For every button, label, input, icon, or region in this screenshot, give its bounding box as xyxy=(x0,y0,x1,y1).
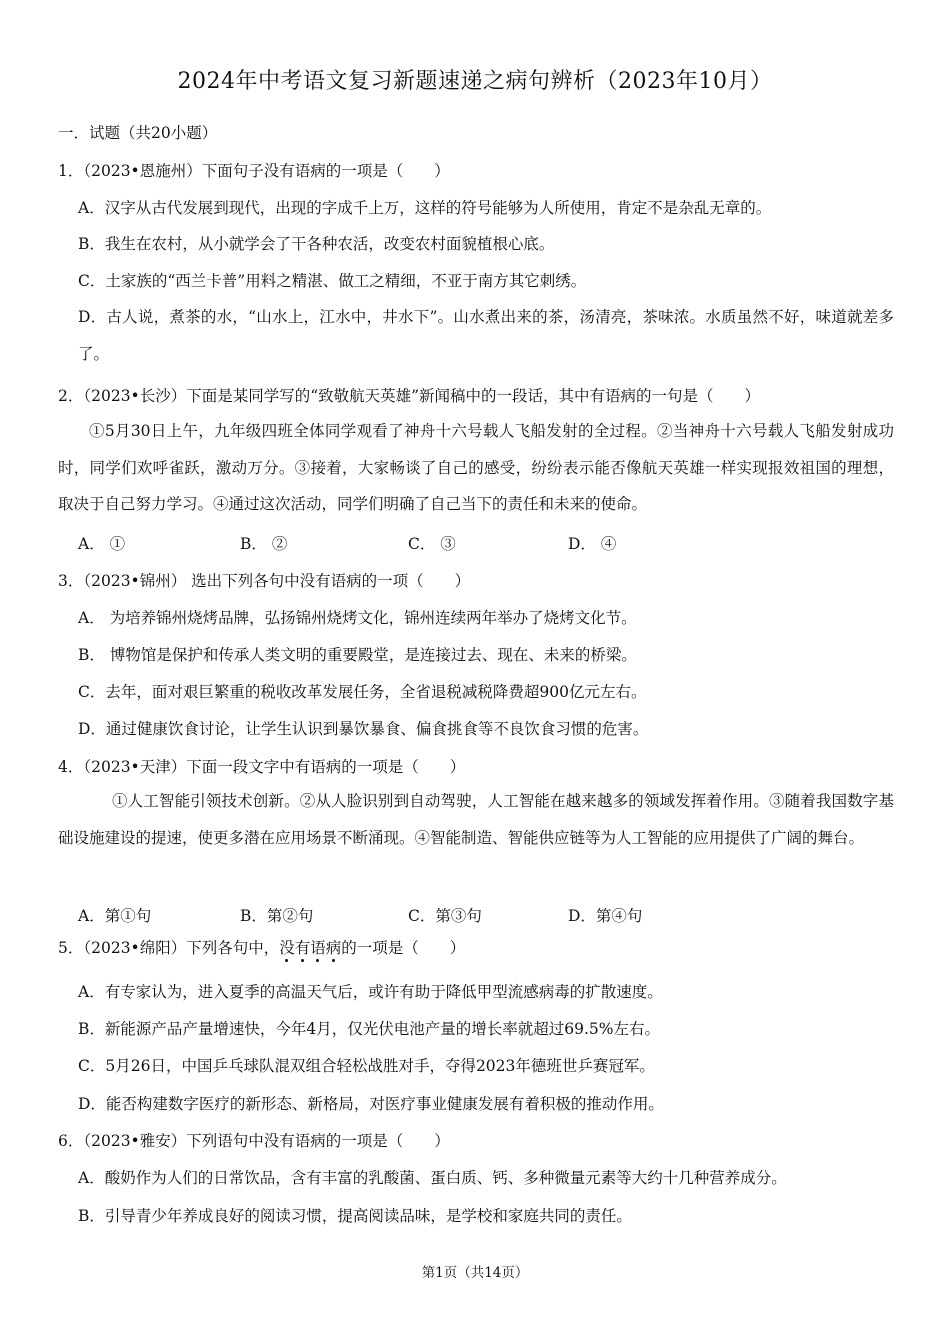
question-4-option-c: C．第③句 xyxy=(408,907,482,925)
question-6-stem: 6．（2023•雅安）下列语句中没有语病的一项是（ ） xyxy=(58,1132,450,1150)
question-2-option-b: B． ② xyxy=(240,535,288,553)
question-6-option-a: A．酸奶作为人们的日常饮品，含有丰富的乳酸菌、蛋白质、钙、多种微量元素等大约十几种营养成分。 xyxy=(78,1169,787,1187)
question-2-options xyxy=(78,533,616,555)
question-5-stem xyxy=(58,937,465,959)
question-3-option-b: B． 博物馆是保护和传承人类文明的重要殿堂，是连接过去、现在、未来的桥梁。 xyxy=(78,646,637,664)
emphasis-char: 语 xyxy=(310,939,326,957)
question-2-option-a: A． ① xyxy=(78,535,126,553)
question-5-stem-emphasis xyxy=(279,939,341,957)
question-4-option-b: B．第②句 xyxy=(240,907,314,925)
question-4-passage: ①人工智能引领技术创新。②从人脸识别到自动驾驶，人工智能在越来越多的领域发挥着作用。③随着我国数字基础设施建设的提速，使更多潜在应用场景不断涌现。④智能制造、智能供应链等为人工智能的应用提供了广阔的舞台。 xyxy=(58,792,894,847)
question-5-stem-prefix: 5．（2023•绵阳）下列各句中， xyxy=(58,939,280,957)
emphasis-char: 有 xyxy=(294,939,311,957)
question-4-option-a: A．第①句 xyxy=(78,907,152,925)
question-2-passage: ①5月30日上午，九年级四班全体同学观看了神舟十六号载人飞船发射的全过程。②当神舟十六号载人飞船发射成功时，同学们欢呼雀跃，激动万分。③接着，大家畅谈了自己的感受，纷纷表示能否像航天英雄一样实现报效祖国的理想，取决于自己努力学习。④通过这次活动，同学们明确了自己当下的责任和未来的使命。 xyxy=(58,422,894,513)
emphasis-char: 没 xyxy=(279,939,295,957)
question-5-stem-suffix: 的一项是（ ） xyxy=(341,939,466,957)
question-6-option-b: B．引导青少年养成良好的阅读习惯，提高阅读品味，是学校和家庭共同的责任。 xyxy=(78,1207,632,1225)
question-4-options xyxy=(78,905,642,927)
question-4-option-d: D．第④句 xyxy=(568,907,643,925)
question-1-option-b: B．我生在农村，从小就学会了干各种农活，改变农村面貌植根心底。 xyxy=(78,235,555,253)
question-5-option-b: B．新能源产品产量增速快，今年4月，仅光伏电池产量的增长率就超过69.5%左右。 xyxy=(78,1020,660,1038)
question-3-option-c: C．去年，面对艰巨繁重的税收改革发展任务，全省退税减税降费超900亿元左右。 xyxy=(78,683,647,701)
question-1-option-a: A．汉字从古代发展到现代，出现的字成千上万，这样的符号能够为人所使用，肯定不是杂乱无章的。 xyxy=(78,199,772,217)
question-2-stem: 2．（2023•长沙）下面是某同学写的“致敬航天英雄”新闻稿中的一段话，其中有语病的一句是（ ） xyxy=(58,387,761,405)
question-3-option-a: A． 为培养锦州烧烤品牌，弘扬锦州烧烤文化，锦州连续两年举办了烧烤文化节。 xyxy=(78,609,637,627)
question-5-option-d: D．能否构建数字医疗的新形态、新格局，对医疗事业健康发展有着积极的推动作用。 xyxy=(78,1095,664,1113)
page-title: 2024年中考语文复习新题速递之病句辨析（2023年10月） xyxy=(177,69,773,94)
question-1-option-d xyxy=(58,299,894,372)
question-1-stem: 1．（2023•恩施州）下面句子没有语病的一项是（ ） xyxy=(58,162,450,180)
question-5-option-a: A．有专家认为，进入夏季的高温天气后，或许有助于降低甲型流感病毒的扩散速度。 xyxy=(78,983,663,1001)
question-2-option-c: C． ③ xyxy=(408,535,456,553)
question-4-stem: 4．（2023•天津）下面一段文字中有语病的一项是（ ） xyxy=(58,758,466,776)
question-1-option-c: C．土家族的“西兰卡普”用料之精湛、做工之精细，不亚于南方其它刺绣。 xyxy=(78,272,587,290)
question-3-stem: 3．（2023•锦州） 选出下列各句中没有语病的一项（ ） xyxy=(58,572,471,590)
section-heading: 一．试题（共20小题） xyxy=(58,124,218,142)
question-5-option-c: C．5月26日，中国乒乓球队混双组合轻松战胜对手，夺得2023年德班世乒赛冠军。 xyxy=(78,1057,655,1075)
question-1-option-d-text: D．古人说，煮茶的水，“山水上，江水中，井水下”。山水煮出来的茶，汤清亮，茶味浓。水质虽然不好，味道就差多了。 xyxy=(78,308,894,363)
question-2-option-d: D． ④ xyxy=(568,535,617,553)
question-3-option-d: D．通过健康饮食讨论，让学生认识到暴饮暴食、偏食挑食等不良饮食习惯的危害。 xyxy=(78,720,649,738)
emphasis-char: 病 xyxy=(325,939,342,957)
page-footer: 第1页（共14页） xyxy=(421,1265,529,1281)
